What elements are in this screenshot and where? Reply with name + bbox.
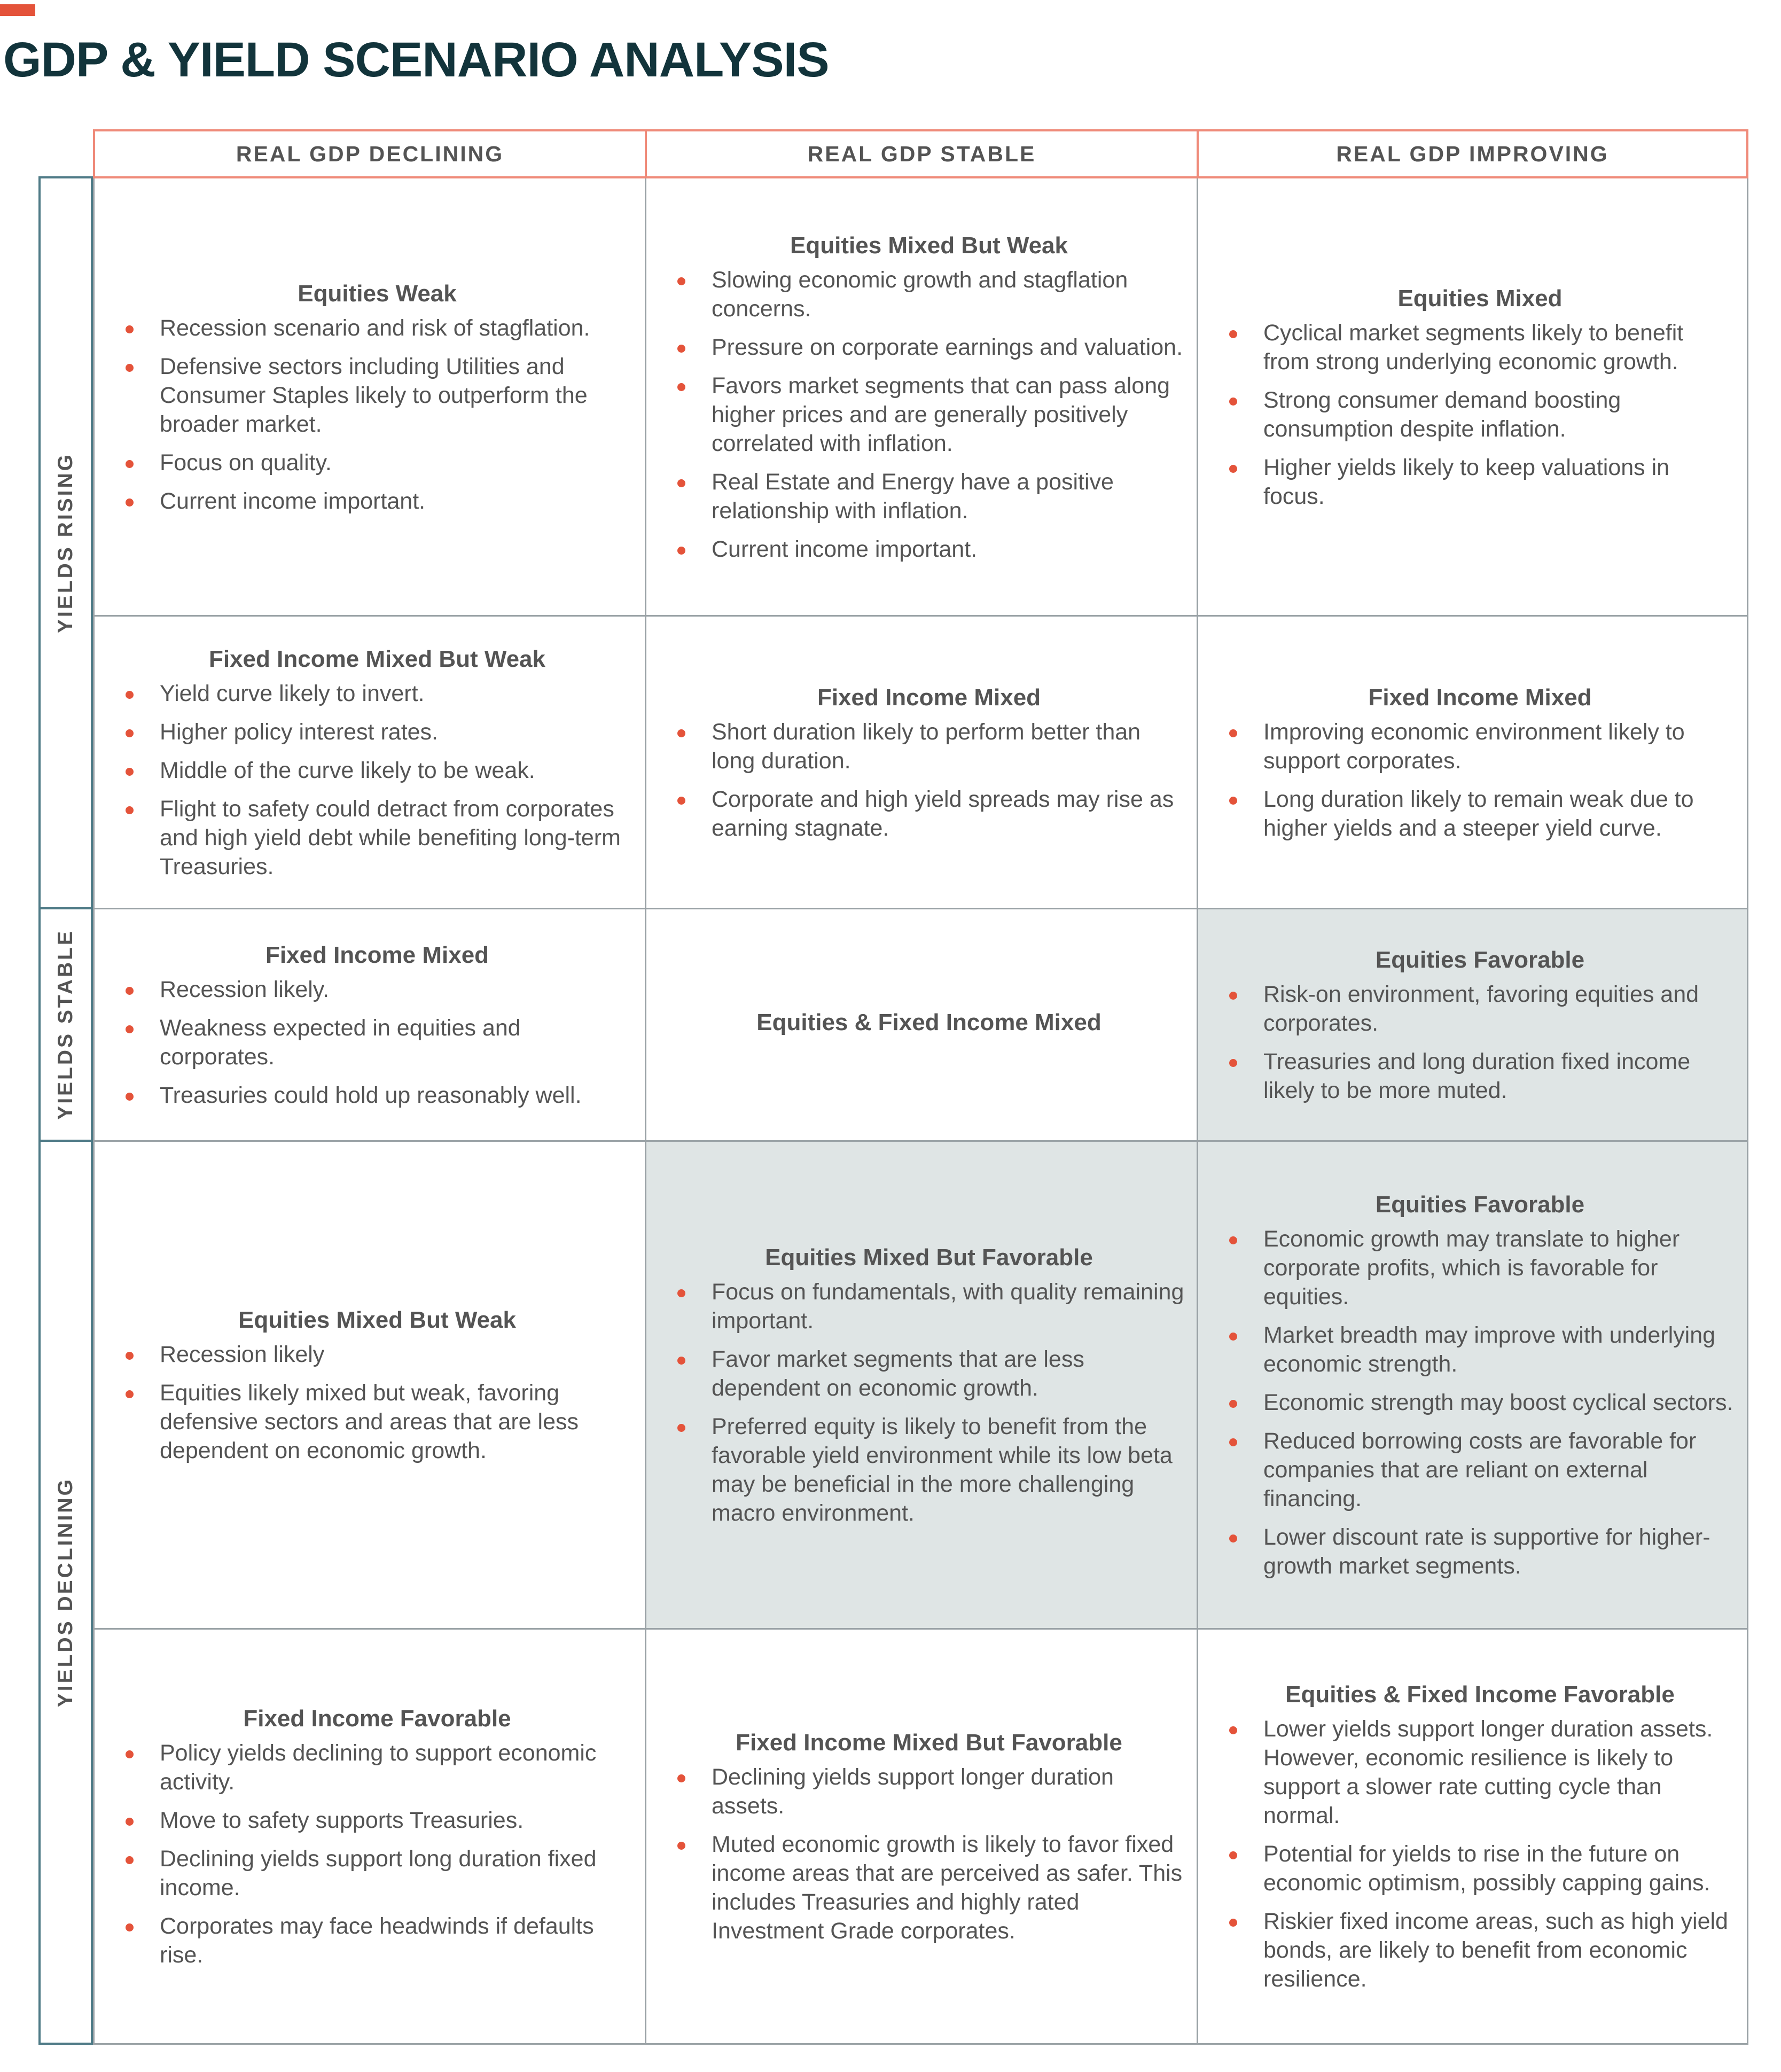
bullet-item: Recession likely. <box>121 975 633 1004</box>
bullet-item: Yield curve likely to invert. <box>121 679 633 708</box>
cell-declining-equities-gdp-declining <box>93 1142 645 1630</box>
bullet-item: Higher yields likely to keep valuations in focus. <box>1225 453 1735 511</box>
bullet-list <box>673 718 1185 843</box>
bullet-item: Favors market segments that can pass along higher prices and are generally positively correlated with inflation. <box>673 371 1185 458</box>
cell-stable-gdp-declining <box>93 909 645 1142</box>
row-header-yields-rising <box>38 176 93 909</box>
accent-bar <box>0 4 35 16</box>
bullet-item: Move to safety supports Treasuries. <box>121 1806 633 1835</box>
bullet-item: Declining yields support longer duration assets. <box>673 1763 1185 1820</box>
bullet-item: Corporate and high yield spreads may rise as earning stagnate. <box>673 785 1185 843</box>
bullet-item: Defensive sectors including Utilities and Consumer Staples likely to outperform the broader market. <box>121 352 633 439</box>
cell-heading: Equities Favorable <box>1375 947 1585 973</box>
cell-rising-equities-gdp-declining <box>93 178 645 617</box>
scenario-matrix <box>38 129 1748 2045</box>
cell-rising-equities-gdp-improving <box>1197 178 1748 617</box>
cell-heading: Fixed Income Mixed <box>1368 684 1592 711</box>
bullet-item: Risk-on environment, favoring equities and corporates. <box>1225 980 1735 1038</box>
bullet-item: Weakness expected in equities and corporates. <box>121 1014 633 1071</box>
row-header-label: YIELDS DECLINING <box>54 1477 77 1708</box>
cell-heading: Equities Favorable <box>1375 1191 1585 1218</box>
bullet-item: Favor market segments that are less dependent on economic growth. <box>673 1345 1185 1403</box>
cell-heading: Equities Mixed But Weak <box>790 232 1068 259</box>
bullet-item: Potential for yields to rise in the future on economic optimism, possibly capping gains. <box>1225 1840 1735 1897</box>
row-header-yields-stable <box>38 907 93 1142</box>
bullet-item: Preferred equity is likely to benefit from the favorable yield environment while its low beta may be beneficial in the more challenging macro environment. <box>673 1412 1185 1528</box>
bullet-item: Economic growth may translate to higher corporate profits, which is favorable for equities. <box>1225 1225 1735 1311</box>
cell-rising-fixed-gdp-improving <box>1197 617 1748 909</box>
cell-heading: Equities Mixed <box>1397 285 1563 311</box>
row-header-yields-declining <box>38 1140 93 2045</box>
column-header-gdp-declining: REAL GDP DECLINING <box>93 129 645 178</box>
bullet-list <box>1225 1225 1735 1580</box>
bullet-item: Lower discount rate is supportive for higher-growth market segments. <box>1225 1523 1735 1580</box>
bullet-item: Strong consumer demand boosting consumption despite inflation. <box>1225 386 1735 443</box>
column-header-gdp-stable: REAL GDP STABLE <box>645 129 1197 178</box>
cell-rising-fixed-gdp-stable <box>645 617 1197 909</box>
page-title: GDP & YIELD SCENARIO ANALYSIS <box>3 33 829 87</box>
cell-declining-fixed-gdp-stable <box>645 1630 1197 2045</box>
cell-heading: Equities Mixed But Favorable <box>765 1244 1093 1271</box>
bullet-item: Market breadth may improve with underlying economic strength. <box>1225 1321 1735 1378</box>
bullet-item: Current income important. <box>673 535 1185 564</box>
bullet-list <box>121 1739 633 1969</box>
bullet-item: Reduced borrowing costs are favorable for companies that are reliant on external financing. <box>1225 1427 1735 1513</box>
cell-heading: Fixed Income Mixed <box>265 942 489 968</box>
bullet-item: Riskier fixed income areas, such as high yield bonds, are likely to benefit from economic resilience. <box>1225 1907 1735 1993</box>
cell-declining-fixed-gdp-improving <box>1197 1630 1748 2045</box>
bullet-item: Corporates may face headwinds if defaults rise. <box>121 1912 633 1969</box>
bullet-item: Current income important. <box>121 487 633 516</box>
bullet-list <box>121 314 633 516</box>
bullet-item: Slowing economic growth and stagflation concerns. <box>673 266 1185 323</box>
bullet-list <box>121 975 633 1110</box>
cell-heading: Fixed Income Mixed <box>817 684 1041 711</box>
bullet-item: Treasuries and long duration fixed income likely to be more muted. <box>1225 1047 1735 1105</box>
bullet-item: Policy yields declining to support economic activity. <box>121 1739 633 1796</box>
bullet-item: Focus on quality. <box>121 448 633 477</box>
bullet-list <box>121 679 633 881</box>
bullet-item: Flight to safety could detract from corporates and high yield debt while benefiting long-term Treasuries. <box>121 794 633 881</box>
cell-declining-fixed-gdp-declining <box>93 1630 645 2045</box>
bullet-list <box>121 1340 633 1465</box>
cell-heading: Fixed Income Mixed But Favorable <box>736 1730 1122 1756</box>
bullet-item: Equities likely mixed but weak, favoring defensive sectors and areas that are less dependent on economic growth. <box>121 1378 633 1465</box>
bullet-list <box>1225 318 1735 511</box>
bullet-list <box>673 266 1185 564</box>
bullet-list <box>673 1278 1185 1528</box>
bullet-item: Middle of the curve likely to be weak. <box>121 756 633 785</box>
corner-spacer <box>38 129 93 178</box>
cell-heading: Equities Mixed But Weak <box>238 1307 516 1333</box>
bullet-item: Pressure on corporate earnings and valuation. <box>673 333 1185 362</box>
bullet-item: Cyclical market segments likely to benefit from strong underlying economic growth. <box>1225 318 1735 376</box>
bullet-item: Muted economic growth is likely to favor fixed income areas that are perceived as safer. This includes Treasuries and highly rated Investment Grade corporates. <box>673 1830 1185 1945</box>
cell-stable-gdp-improving <box>1197 909 1748 1142</box>
bullet-item: Higher policy interest rates. <box>121 718 633 746</box>
bullet-list <box>673 1763 1185 1945</box>
cell-rising-fixed-gdp-declining <box>93 617 645 909</box>
cell-heading: Equities Weak <box>298 280 457 307</box>
cell-heading: Equities & Fixed Income Mixed <box>756 1009 1102 1035</box>
cell-stable-gdp-stable <box>645 909 1197 1142</box>
cell-declining-equities-gdp-stable <box>645 1142 1197 1630</box>
bullet-item: Improving economic environment likely to support corporates. <box>1225 718 1735 775</box>
bullet-item: Economic strength may boost cyclical sectors. <box>1225 1388 1735 1417</box>
row-header-label: YIELDS RISING <box>54 452 77 634</box>
cell-heading: Equities & Fixed Income Favorable <box>1285 1681 1675 1708</box>
bullet-item: Treasuries could hold up reasonably well. <box>121 1081 633 1110</box>
column-header-gdp-improving: REAL GDP IMPROVING <box>1197 129 1748 178</box>
bullet-list <box>1225 980 1735 1105</box>
bullet-item: Focus on fundamentals, with quality remaining important. <box>673 1278 1185 1335</box>
bullet-item: Short duration likely to perform better than long duration. <box>673 718 1185 775</box>
bullet-item: Long duration likely to remain weak due to higher yields and a steeper yield curve. <box>1225 785 1735 843</box>
cell-rising-equities-gdp-stable <box>645 178 1197 617</box>
row-header-label: YIELDS STABLE <box>54 929 77 1120</box>
cell-heading: Fixed Income Favorable <box>243 1705 511 1732</box>
cell-heading: Fixed Income Mixed But Weak <box>208 645 545 672</box>
bullet-item: Declining yields support long duration fixed income. <box>121 1844 633 1902</box>
bullet-item: Real Estate and Energy have a positive relationship with inflation. <box>673 468 1185 525</box>
bullet-item: Recession likely <box>121 1340 633 1369</box>
bullet-item: Recession scenario and risk of stagflation. <box>121 314 633 342</box>
bullet-item: Lower yields support longer duration assets. However, economic resilience is likely to support a slower rate cutting cycle than normal. <box>1225 1715 1735 1830</box>
bullet-list <box>1225 1715 1735 1993</box>
bullet-list <box>1225 718 1735 843</box>
cell-declining-equities-gdp-improving <box>1197 1142 1748 1630</box>
